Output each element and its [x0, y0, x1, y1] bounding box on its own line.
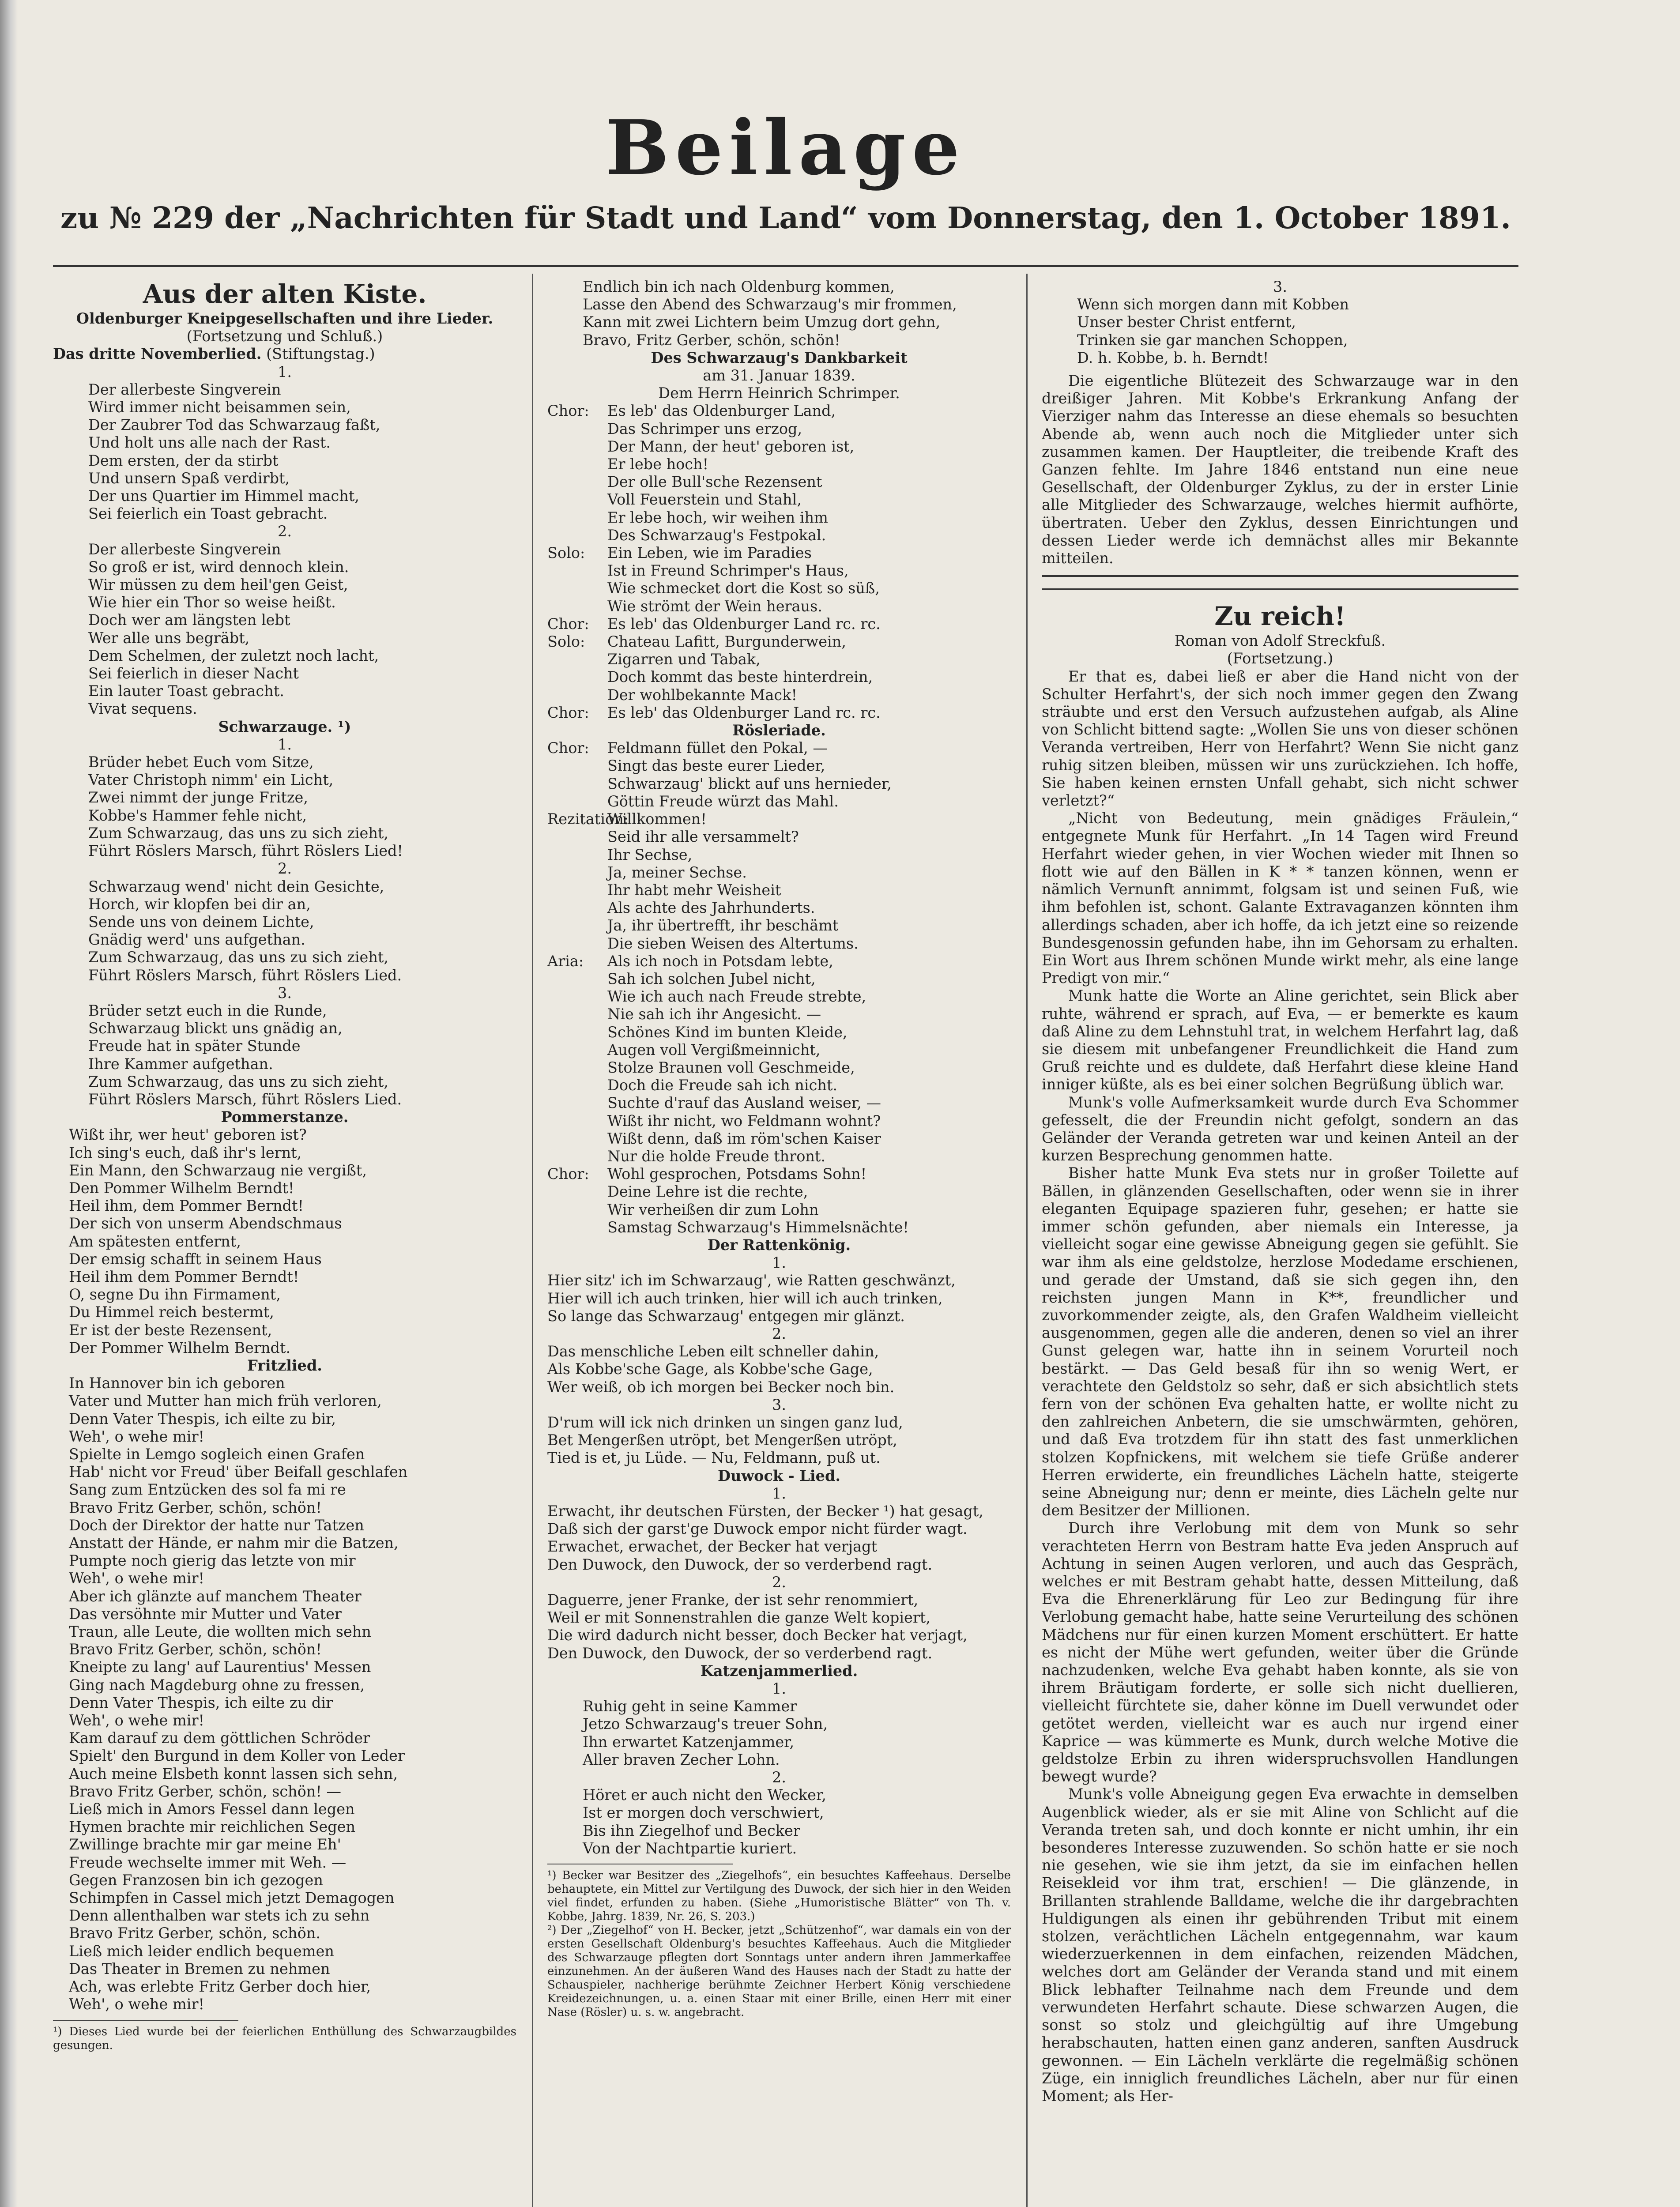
verse-line — [547, 580, 1011, 597]
verse-line: Unser bester Christ entfernt, — [1077, 313, 1296, 331]
verse-line: Kneipte zu lang' auf Laurentius' Messen — [69, 1658, 371, 1676]
verse-line: Der emsig schafft in seinem Haus — [69, 1250, 322, 1268]
verse-line: Das versöhnte mir Mutter und Vater — [69, 1605, 342, 1623]
verse-line: Freude wechselte immer mit Weh. — — [69, 1853, 347, 1871]
verse-line — [547, 757, 1011, 775]
verse-line — [547, 402, 1011, 420]
verse-line: Kam darauf zu dem göttlichen Schröder — [69, 1729, 370, 1747]
verse-line: Du Himmel reich bestermt, — [69, 1303, 274, 1321]
verse-line: Hab' nicht vor Freud' über Beifall geschlafen — [69, 1463, 408, 1481]
speaker-label: Chor: — [547, 1165, 589, 1183]
paragraph: Durch ihre Verlobung mit dem von Munk so sehr verachteten Herrn von Bestram hatte Eva jeden Anspruch auf Achtung in seinen Augen verloren, und auch das Gespräch, welches er mit Bestram gehabt hatte, dessen Mitteilung, daß Eva die Ehrenerklärung für Leo zur Bedingung für ihre Verlobung gemacht habe, hatte seine Verurteilung des schönen Mädchens nur für einen kurzen Moment erschüttert. Er hatte es nicht der Mühe wert gefunden, weiter über die Gründe nachzudenken, welche Eva gehabt haben konnte, als sie von ihrem Bräutigam forderte, er solle sich nicht duellieren, vielleicht fürchtete sie, daher könne im Duell verwundet oder getötet werden, vielleicht war es auch nur irgend einer Kaprice — was kümmerte es Munk, durch welche Motive die geldstolze Erbin zu ihren widerspruchsvollen Handlungen bewegt wurde? — [1042, 1519, 1518, 1785]
verse-text: Doch kommt das beste hinterdrein, — [607, 668, 873, 686]
paragraph: Munk's volle Aufmerksamkeit wurde durch Eva Schommer gefesselt, die der Freundin nicht gefolgt, sondern an das Geländer der Veranda getreten war und keinen Anteil an der kurzen Besprechung genommen hatte. — [1042, 1093, 1518, 1164]
verse-line — [547, 1024, 1011, 1041]
verse-line: Auch meine Elsbeth konnt lassen sich sehn, — [69, 1765, 398, 1782]
verse-line — [547, 1183, 1011, 1201]
verse-line — [547, 739, 1011, 757]
verse-line: Tied is et, ju Lüde. — Nu, Feldmann, puß ut. — [547, 1449, 881, 1467]
speaker-label: Chor: — [547, 704, 589, 721]
verse-text: Es leb' das Oldenburger Land rc. rc. — [607, 704, 881, 721]
song-date: am 31. Januar 1839. — [703, 367, 855, 384]
verse-text: Das Schrimper uns erzog, — [607, 420, 802, 437]
verse-line: Wird immer nicht beisammen sein, — [88, 399, 351, 416]
masthead-rule — [53, 265, 1518, 267]
song-verses — [53, 1375, 516, 2013]
verse-number: 2. — [772, 1573, 786, 1591]
verse-number: 1. — [772, 1484, 786, 1502]
verse-line — [547, 544, 1011, 562]
verse-line — [547, 775, 1011, 793]
verse-line: Bravo Fritz Gerber, schön, schön! — [69, 1641, 322, 1658]
song-title: Duwock - Lied. — [717, 1467, 841, 1484]
song-verses — [1042, 278, 1518, 367]
verse-line: Wie hier ein Thor so weise heißt. — [88, 594, 336, 611]
verse-line: Denn Vater Thespis, ich eilte zu dir — [69, 1694, 333, 1711]
verse-text: Der wohlbekannte Mack! — [607, 686, 797, 704]
verse-line: So groß er ist, wird dennoch klein. — [88, 558, 349, 576]
speaker-label: Aria: — [547, 952, 584, 970]
verse-line: Daguerre, jener Franke, der ist sehr renommiert, — [547, 1591, 919, 1609]
verse-line: Als Kobbe'sche Gage, als Kobbe'sche Gage, — [547, 1360, 873, 1378]
verse-text: Als ich noch in Potsdam lebte, — [607, 952, 833, 970]
song-verses — [547, 739, 1011, 1236]
verse-line: Und unsern Spaß verdirbt, — [88, 469, 290, 487]
verse-line: Pumpte noch gierig das letzte von mir — [69, 1552, 356, 1570]
verse-text: Stolze Braunen voll Geschmeide, — [607, 1058, 855, 1076]
paragraph: Munk hatte die Worte an Aline gerichtet, sein Blick aber ruhte, während er sprach, auf Eva, — er bemerkte es kaum daß Aline zu dem Lehnstuhl trat, in welchem Herfahrt lag, daß sie diesem mit unbefangener Freundlichkeit die Hand zum Gruß reichte und es duldete, daß Herfahrt diese kleine Hand inniger küßte, als es bei einer solchen Begrüßung üblich war. — [1042, 987, 1518, 1093]
issue-line: zu № 229 der „Nachrichten für Stadt und Land“ vom Donnerstag, den 1. October 1891. — [60, 200, 1511, 235]
verse-line — [547, 793, 1011, 810]
song-verses — [53, 736, 516, 1108]
song-verses — [547, 278, 1011, 349]
verse-line: Das menschliche Leben eilt schneller dahin, — [547, 1343, 879, 1360]
verse-text: Ist in Freund Schrimper's Haus, — [607, 562, 849, 580]
song-title: Rösleriade. — [732, 722, 826, 739]
song-title: Pommerstanze. — [221, 1108, 349, 1126]
verse-line: Gnädig werd' uns aufgethan. — [88, 931, 305, 949]
verse-line: Am spätesten entfernt, — [69, 1232, 241, 1250]
verse-line: Ach, was erlebte Fritz Gerber doch hier, — [69, 1978, 371, 1996]
verse-line: Ließ mich leider endlich bequemen — [69, 1942, 335, 1960]
verse-line — [547, 881, 1011, 899]
verse-line: Die wird dadurch nicht besser, doch Becker hat verjagt, — [547, 1627, 968, 1644]
verse-text: Wie ich auch nach Freude strebte, — [607, 988, 866, 1006]
supplement-title: Beilage — [605, 104, 966, 192]
verse-line — [547, 917, 1011, 934]
speaker-label: Solo: — [547, 633, 585, 651]
verse-line: Denn Vater Thespis, ich eilte zu bir, — [69, 1410, 336, 1427]
verse-text: Wie strömt der Wein heraus. — [607, 597, 822, 615]
verse-line: Wißt ihr, wer heut' geboren ist? — [69, 1126, 307, 1144]
verse-text: Schwarzaug' blickt auf uns hernieder, — [607, 775, 892, 792]
verse-line: Freude hat in später Stunde — [88, 1037, 301, 1055]
verse-line: Zum Schwarzaug, das uns zu sich zieht, — [88, 1073, 389, 1090]
verse-line: Endlich bin ich nach Oldenburg kommen, — [583, 278, 895, 295]
verse-text: Der olle Bull'sche Rezensent — [607, 473, 822, 491]
binding-edge — [0, 0, 18, 2207]
verse-line — [547, 456, 1011, 473]
song-title: Des Schwarzaug's Dankbarkeit — [651, 349, 908, 366]
verse-line: Gegen Franzosen bin ich gezogen — [69, 1871, 323, 1889]
verse-line: Der sich von unserm Abendschmaus — [69, 1215, 342, 1232]
verse-line — [547, 562, 1011, 580]
song-title-line — [53, 345, 516, 363]
verse-number: 3. — [772, 1396, 786, 1413]
article-subheading: Oldenburger Kneipgesellschaften und ihre Lieder. — [76, 310, 493, 327]
verse-line: Jetzo Schwarzaug's treuer Sohn, — [583, 1715, 828, 1733]
verse-line: Bravo Fritz Gerber, schön, schön! — — [69, 1782, 342, 1800]
verse-line: Vater und Mutter han mich früh verloren, — [69, 1392, 382, 1410]
verse-text: Ja, ihr übertrefft, ihr beschämt — [607, 917, 839, 934]
verse-text: Chateau Lafitt, Burgunderwein, — [607, 633, 846, 651]
verse-line: Lasse den Abend des Schwarzaug's mir frommen, — [583, 296, 957, 313]
verse-line — [547, 1006, 1011, 1023]
verse-line: Höret er auch nicht den Wecker, — [583, 1786, 826, 1804]
verse-line: Bravo Fritz Gerber, schön, schön! — [69, 1499, 322, 1516]
verse-line: O, segne Du ihn Firmament, — [69, 1286, 281, 1303]
verse-text: Willkommen! — [607, 810, 707, 828]
verse-line: Denn allenthalben war stets ich zu sehn — [69, 1907, 370, 1925]
paragraph: Die eigentliche Blütezeit des Schwarzauge war in den dreißiger Jahren. Mit Kobbe's Erkrankung Anfang der Vierziger nahm das Interesse an diese ehemals so besuchten Abende ab, wenn auch noch die Mitglieder unter sich zusammen kamen. Der Hauptleiter, die treibende Kraft des Ganzen fehlte. Im Jahre 1846 entstand nun eine neue Gesellschaft, der Oldenburger Zyklus, zu der in erster Linie alle Mitglieder des Schwarzauge, welches hiermit aufhörte, übertraten. Ueber den Zyklus, dessen Einrichtungen und dessen Lieder werde ich demnächst alles mir Bekannte mitteilen. — [1042, 372, 1518, 567]
verse-line — [547, 988, 1011, 1006]
verse-line: Brüder setzt euch in die Runde, — [88, 1002, 327, 1019]
verse-text: Sah ich solchen Jubel nicht, — [607, 970, 816, 987]
song-verses — [547, 1485, 1011, 1662]
verse-line: Heil ihm, dem Pommer Berndt! — [69, 1197, 304, 1215]
verse-line — [547, 1130, 1011, 1148]
verse-line — [547, 651, 1011, 668]
verse-line — [547, 1148, 1011, 1165]
verse-line: Trinken sie gar manchen Schoppen, — [1077, 331, 1348, 349]
verse-line — [547, 1165, 1011, 1183]
verse-line: Der Zaubrer Tod das Schwarzaug faßt, — [88, 416, 380, 434]
verse-line: Spielte in Lemgo sogleich einen Grafen — [69, 1446, 365, 1463]
verse-line: Der Pommer Wilhelm Berndt. — [69, 1339, 291, 1356]
verse-line: Wir müssen zu dem heil'gen Geist, — [88, 576, 348, 594]
song-verses — [53, 1126, 516, 1357]
verse-line: Dem Schelmen, der zuletzt noch lacht, — [88, 647, 379, 664]
song-title: Das dritte Novemberlied. — [53, 345, 262, 363]
verse-line — [547, 1219, 1011, 1236]
speaker-label: Chor: — [547, 402, 589, 420]
verse-line: Weh', o wehe mir! — [69, 1996, 204, 2013]
verse-text: Nur die holde Freude thront. — [607, 1147, 826, 1165]
verse-line — [547, 509, 1011, 527]
verse-text: Der Mann, der heut' geboren ist, — [607, 437, 855, 455]
verse-line: Erwacht, ihr deutschen Fürsten, der Becker ¹) hat gesagt, — [547, 1503, 983, 1520]
verse-text: Als achte des Jahrhunderts. — [607, 899, 815, 917]
verse-line: Bravo, Fritz Gerber, schön, schön! — [583, 331, 840, 349]
verse-line — [547, 864, 1011, 881]
verse-text: Doch die Freude sah ich nicht. — [607, 1077, 838, 1094]
verse-line: Hier will ich auch trinken, hier will ich auch trinken, — [547, 1289, 943, 1307]
verse-line: Erwachet, erwachet, der Becker hat verjagt — [547, 1538, 878, 1555]
verse-line: Weh', o wehe mir! — [69, 1427, 204, 1445]
verse-text: Feldmann füllet den Pokal, — — [607, 739, 828, 757]
novel-author: Roman von Adolf Streckfuß. — [1174, 632, 1386, 650]
verse-line — [547, 686, 1011, 704]
continuation-note: (Fortsetzung und Schluß.) — [186, 328, 383, 345]
verse-text: Ein Leben, wie im Paradies — [607, 544, 812, 562]
verse-line — [547, 1094, 1011, 1112]
verse-line: Kann mit zwei Lichtern beim Umzug dort gehn, — [583, 313, 941, 331]
speaker-label: Chor: — [547, 739, 589, 757]
verse-number: 2. — [772, 1325, 786, 1342]
column-1 — [53, 278, 516, 2207]
verse-line: Bet Mengerßen utröpt, bet Mengerßen utröpt, — [547, 1431, 897, 1449]
verse-number: 2. — [772, 1769, 786, 1786]
verse-line: Schwarzaug wend' nicht dein Gesichte, — [88, 878, 384, 895]
verse-line — [547, 420, 1011, 438]
novel-text — [1042, 668, 1518, 2105]
verse-text: Seid ihr alle versammelt? — [607, 828, 799, 846]
verse-line: Das Theater in Bremen zu nehmen — [69, 1960, 330, 1977]
song-title: Katzenjammerlied. — [700, 1662, 858, 1680]
verse-line: Ließ mich in Amors Fessel dann legen — [69, 1800, 355, 1818]
section-rule — [1042, 588, 1518, 590]
verse-number: 1. — [772, 1254, 786, 1272]
verse-line: Schimpfen in Cassel mich jetzt Demagogen — [69, 1889, 395, 1907]
verse-text: Göttin Freude würzt das Mahl. — [607, 792, 839, 810]
verse-number: 1. — [278, 363, 292, 380]
verse-line: Schwarzaug blickt uns gnädig an, — [88, 1020, 343, 1037]
verse-line — [547, 598, 1011, 615]
column-divider — [532, 274, 533, 2207]
verse-line — [547, 491, 1011, 508]
footnote: ²) Der „Ziegelhof“ von H. Becker, jetzt „Schützenhof“, war damals ein von der ersten Gesellschaft Oldenburg's besuchtes Kaffeehaus. Auch die Mitglieder des Schwarzauge pflegten dort Sonntags unter andern ihren Jammerkaffee einzunehmen. An der äußeren Wand des Hauses nach der Stadt zu hatte der Schauspieler, nachherige berühmte Zeichner Herbert König verschiedene Kreidezeichnungen, u. a. einen Staar mit einer Brille, einen Herr mit einer Nase (Rösler) u. s. w. angebracht. — [547, 1924, 1011, 2019]
verse-line — [547, 704, 1011, 722]
verse-line: Brüder hebet Euch vom Sitze, — [88, 753, 314, 771]
verse-line: Wenn sich morgen dann mit Kobben — [1077, 296, 1349, 313]
verse-line — [547, 473, 1011, 491]
verse-line — [547, 1041, 1011, 1059]
song-title: Schwarzauge. ¹) — [218, 718, 351, 735]
verse-line: Ihre Kammer aufgethan. — [88, 1055, 273, 1073]
verse-line: Zum Schwarzaug, das uns zu sich zieht, — [88, 824, 389, 842]
verse-text: Er lebe hoch, wir weihen ihm — [607, 508, 828, 526]
verse-line: Heil ihm dem Pommer Berndt! — [69, 1268, 299, 1285]
verse-line: Zum Schwarzaug, das uns zu sich zieht, — [88, 949, 389, 966]
verse-text: Schönes Kind im bunten Kleide, — [607, 1023, 848, 1041]
verse-line: Vater Christoph nimm' ein Licht, — [88, 771, 334, 789]
verse-text: Augen voll Vergißmeinnicht, — [607, 1041, 821, 1058]
verse-line: Führt Röslers Marsch, führt Röslers Lied. — [88, 1090, 402, 1108]
verse-line — [547, 899, 1011, 917]
verse-text: Es leb' das Oldenburger Land rc. rc. — [607, 615, 881, 633]
song-title: Fritzlied. — [247, 1356, 322, 1374]
verse-number: 3. — [1273, 278, 1287, 295]
paragraph: „Nicht von Bedeutung, mein gnädiges Fräulein,“ entgegnete Munk für Herfahrt. „In 14 Tagen wird Freund Herfahrt wieder gehen, in vier Wochen wieder mit Ihnen so flott wie auf den Bällen in K * * tanzen können, wenn er nämlich Vernunft annimmt, folgsam ist und seinen Fuß, wie ihm befohlen ist, schont. Galante Extravaganzen könnten ihm allerdings schaden, aber ich hoffe, da ich jetzt eine so reizende Bundesgenossin gefunden habe, ihn im Gehorsam zu erhalten. Ein Wort aus Ihrem schönen Munde wirkt mehr, als eine lange Predigt von mir.“ — [1042, 810, 1518, 987]
verse-line: Den Pommer Wilhelm Berndt! — [69, 1179, 294, 1197]
verse-line — [547, 668, 1011, 686]
verse-line: Doch der Direktor der hatte nur Tatzen — [69, 1516, 364, 1534]
song-note: (Stiftungstag.) — [266, 345, 375, 363]
verse-line: Kobbe's Hammer fehle nicht, — [88, 806, 307, 824]
verse-line: Der allerbeste Singverein — [88, 540, 281, 558]
verse-line — [547, 935, 1011, 953]
verse-text: Es leb' das Oldenburger Land, — [607, 402, 836, 420]
verse-line — [547, 615, 1011, 633]
verse-line: Anstatt der Hände, er nahm mir die Batzen, — [69, 1534, 399, 1552]
verse-line: Bravo Fritz Gerber, schön, schön. — [69, 1925, 321, 1942]
verse-line — [547, 828, 1011, 846]
verse-line: Ich sing's euch, daß ihr's lernt, — [69, 1144, 302, 1161]
article-heading: Aus der alten Kiste. — [143, 279, 427, 309]
paragraph: Bisher hatte Munk Eva stets nur in großer Toilette auf Bällen, in glänzenden Gesellschaften, oder wenn sie in ihrer eleganten Equipage spazieren fuhr, gesehen; er hatte sie immer schön gefunden, aber niemals ein Interesse, ja vielleicht sogar eine gewisse Abneigung gegen sie gefühlt. Sie war ihm als eine geldstolze, herzlose Modedame erschienen, und gerade der Umstand, daß sie sich gegen ihn, den reichsten jungen Mann in K**, freundlicher und zuvorkommender zeigte, als, den Grafen Waldheim vielleicht ausgenommen, gegen alle die anderen, denen so viel an ihrer Gunst gelegen war, hatte ihn in seinem Vorurteil noch bestärkt. — Das Geld besaß für ihn so wenig Wert, er verachtete den Geldstolz so sehr, daß er sich absichtlich stets fern von der schönen Eva gehalten hatte, er wollte nicht zu den zahlreichen Anbetern, die sie umschwärmten, gehören, und daß Eva trotzdem für ihn statt des fast unmerklichen stolzen Kopfnickens, mit welchem sie tiefe Grüße anderer Herren erwiderte, ein freundliches Lächeln hatte, steigerte seine Abneigung nur; denn er meinte, dies Lächeln gelte nur dem Besitzer der Millionen. — [1042, 1164, 1518, 1519]
footnote: ¹) Dieses Lied wurde bei der feierlichen Enthüllung des Schwarzaugbildes gesungen. — [53, 2025, 516, 2052]
verse-line: Und holt uns alle nach der Rast. — [88, 434, 331, 452]
verse-text: Ja, meiner Sechse. — [607, 863, 747, 881]
masthead — [53, 104, 1518, 235]
verse-line — [547, 1201, 1011, 1219]
verse-text: Wohl gesprochen, Potsdams Sohn! — [607, 1165, 867, 1183]
verse-line — [547, 810, 1011, 828]
verse-line: Spielt' den Burgund in dem Koller von Leder — [69, 1747, 405, 1765]
verse-line — [547, 846, 1011, 864]
verse-line: Der uns Quartier im Himmel macht, — [88, 487, 359, 505]
verse-text: Ihr Sechse, — [607, 846, 693, 863]
verse-line: Horch, wir klopfen bei dir an, — [88, 895, 311, 913]
verse-line: Zwillinge brachte mir gar meine Eh' — [69, 1836, 341, 1853]
speaker-label: Chor: — [547, 615, 589, 633]
song-verses — [53, 363, 516, 718]
verse-line — [547, 1077, 1011, 1094]
verse-line — [547, 527, 1011, 544]
verse-line: Ein Mann, den Schwarzaug nie vergißt, — [69, 1161, 367, 1179]
verse-text: Wißt ihr nicht, wo Feldmann wohnt? — [607, 1112, 881, 1130]
verse-line — [547, 1112, 1011, 1130]
verse-line: Bis ihn Ziegelhof und Becker — [583, 1822, 800, 1839]
speaker-label: Rezitation: — [547, 810, 629, 828]
verse-line: Ist er morgen doch verschwiert, — [583, 1804, 824, 1822]
verse-line — [547, 633, 1011, 651]
verse-number: 3. — [278, 984, 292, 1002]
verse-line: Weil er mit Sonnenstrahlen die ganze Welt kopiert, — [547, 1609, 931, 1627]
footnote-rule — [53, 2020, 238, 2021]
verse-text: Wie schmecket dort die Kost so süß, — [607, 580, 880, 597]
verse-text: Suchte d'rauf das Ausland weiser, — — [607, 1094, 881, 1112]
verse-line: D'rum will ick nich drinken un singen ganz lud, — [547, 1414, 903, 1431]
song-verses — [547, 1254, 1011, 1467]
verse-line: Er ist der beste Rezensent, — [69, 1321, 272, 1339]
verse-line: Ihn erwartet Katzenjammer, — [583, 1733, 795, 1751]
verse-line: D. h. Kobbe, b. h. Berndt! — [1077, 349, 1269, 366]
verse-line — [547, 953, 1011, 970]
verse-line: Daß sich der garst'ge Duwock empor nicht fürder wagt. — [547, 1520, 968, 1538]
verse-line: Der allerbeste Singverein — [88, 380, 281, 398]
verse-line — [547, 1059, 1011, 1077]
verse-text: Nie sah ich ihr Angesicht. — — [607, 1006, 821, 1023]
verse-line: Von der Nachtpartie kuriert. — [583, 1839, 797, 1857]
verse-line: Den Duwock, den Duwock, der so verderbend ragt. — [547, 1555, 933, 1573]
verse-line: Sende uns von deinem Lichte, — [88, 913, 314, 930]
paragraph: Munk's volle Abneigung gegen Eva erwachte in demselben Augenblick wieder, als er sie mit Aline von Schlicht auf die Veranda treten sah, und doch konnte er nicht umhin, ihr ein besonderes Interesse zuzuwenden. So schön hatte er sie noch nie gesehen, wie sie ihm jetzt, da sie im einfachen hellen Reisekleid vor ihm trat, erschien! — Die glänzende, in Brillanten strahlende Balldame, welche die ihr dargebrachten Huldigungen als einen ihr gebührenden Tribut mit einem stolzen, verächtlichen Lächeln entgegennahm, war kaum wiederzuerkennen in dem einfachen, reizenden Mädchen, welches dort am Geländer der Veranda stand und mit einem Blick lebhafter Teilnahme nach dem Freunde und dem verwundeten Herfahrt schaute. Diese schwarzen Augen, die sonst so stolz und gleichgültig auf ihre Umgebung herabschauten, hatten einen ganz anderen, sanften Ausdruck gewonnen. — Ein Lächeln verklärte die regelmäßig schönen Züge, ein inniglich freundliches Lächeln, aber nur für einen Moment; als Her- — [1042, 1785, 1518, 2105]
verse-line: Den Duwock, den Duwock, der so verderbend ragt. — [547, 1644, 933, 1662]
verse-text: Des Schwarzaug's Festpokal. — [607, 526, 826, 544]
column-divider — [1026, 274, 1028, 2207]
paragraph: Er that es, dabei ließ er aber die Hand nicht von der Schulter Herfahrt's, der sich noch immer gegen den Zwang sträubte und erst den Versuch aufzustehen aufgab, als Aline von Schlicht bittend sagte: „Wollen Sie uns von dieser schönen Veranda vertreiben, Herr von Herfahrt? Wenn Sie nicht ganz ruhig sitzen bleiben, müssen wir uns zurückziehen. Ich hoffe, Sie haben keinen ernsten Unfall gehabt, sich nicht schwer verletzt?“ — [1042, 667, 1518, 810]
verse-line: Aber ich glänzte auf manchem Theater — [69, 1587, 362, 1605]
verse-line: Ging nach Magdeburg ohne zu fressen, — [69, 1676, 365, 1694]
verse-line: Wer weiß, ob ich morgen bei Becker noch bin. — [547, 1378, 895, 1396]
song-dedication: Dem Herrn Heinrich Schrimper. — [658, 384, 900, 402]
verse-text: Ihr habt mehr Weisheit — [607, 881, 781, 899]
verse-text: Samstag Schwarzaug's Himmelsnächte! — [607, 1218, 909, 1236]
verse-line: Vivat sequens. — [88, 700, 197, 718]
verse-text: Singt das beste eurer Lieder, — [607, 757, 825, 775]
verse-number: 2. — [278, 523, 292, 540]
verse-line — [547, 438, 1011, 456]
verse-line: Weh', o wehe mir! — [69, 1712, 204, 1729]
song-verses — [547, 1680, 1011, 1857]
verse-line: Hymen brachte mir reichlichen Segen — [69, 1818, 356, 1836]
verse-number: 1. — [772, 1680, 786, 1698]
verse-line: Traun, alle Leute, die wollten mich sehn — [69, 1623, 371, 1641]
verse-text: Voll Feuerstein und Stahl, — [607, 491, 802, 508]
verse-line: In Hannover bin ich geboren — [69, 1375, 285, 1392]
verse-number: 2. — [278, 860, 292, 878]
verse-text: Die sieben Weisen des Altertums. — [607, 934, 859, 952]
verse-text: Deine Lehre ist die rechte, — [607, 1183, 808, 1201]
verse-line: Hier sitz' ich im Schwarzaug', wie Ratten geschwänzt, — [547, 1272, 956, 1289]
verse-line: Sang zum Entzücken des sol fa mi re — [69, 1481, 346, 1499]
verse-line: Ruhig geht in seine Kammer — [583, 1698, 797, 1715]
song-title: Der Rattenkönig. — [707, 1236, 851, 1254]
speaker-label: Solo: — [547, 544, 585, 562]
verse-text: Wir verheißen dir zum Lohn — [607, 1201, 819, 1218]
verse-line: Doch wer am längsten lebt — [88, 611, 290, 629]
novel-title: Zu reich! — [1214, 601, 1346, 632]
verse-line: Ein lauter Toast gebracht. — [88, 682, 284, 700]
verse-line: Sei feierlich in dieser Nacht — [88, 665, 299, 682]
verse-text: Zigarren und Tabak, — [607, 651, 761, 668]
verse-line — [547, 970, 1011, 988]
verse-line: Weh', o wehe mir! — [69, 1570, 204, 1587]
continuation-note: (Fortsetzung.) — [1227, 650, 1333, 667]
footnote: ¹) Becker war Besitzer des „Ziegelhofs“, ein besuchtes Kaffeehaus. Derselbe behauptete, ein Mittel zur Vertilgung des Duwock, der sich hier in den Weiden viel findet, erfunden zu haben. (Siehe „Humoristische Blätter“ von Th. v. Kobbe, Jahrg. 1839, Nr. 26, S. 203.) — [547, 1869, 1011, 1924]
verse-line: Zwei nimmt der junge Fritze, — [88, 789, 309, 806]
section-rule — [1042, 575, 1518, 577]
verse-line: Wer alle uns begräbt, — [88, 629, 250, 647]
verse-line: Aller braven Zecher Lohn. — [583, 1751, 780, 1768]
column-3 — [1042, 278, 1518, 2207]
song-verses — [547, 402, 1011, 722]
column-2 — [547, 278, 1011, 2207]
verse-text: Wißt denn, daß im röm'schen Kaiser — [607, 1130, 881, 1147]
verse-line: Führt Röslers Marsch, führt Röslers Lied! — [88, 842, 403, 860]
verse-line: Sei feierlich ein Toast gebracht. — [88, 505, 328, 523]
verse-text: Er lebe hoch! — [607, 456, 709, 473]
verse-line: Dem ersten, der da stirbt — [88, 452, 279, 469]
verse-line: Führt Röslers Marsch, führt Röslers Lied. — [88, 966, 402, 984]
verse-line: So lange das Schwarzaug' entgegen mir glänzt. — [547, 1307, 905, 1325]
verse-number: 1. — [278, 735, 292, 753]
